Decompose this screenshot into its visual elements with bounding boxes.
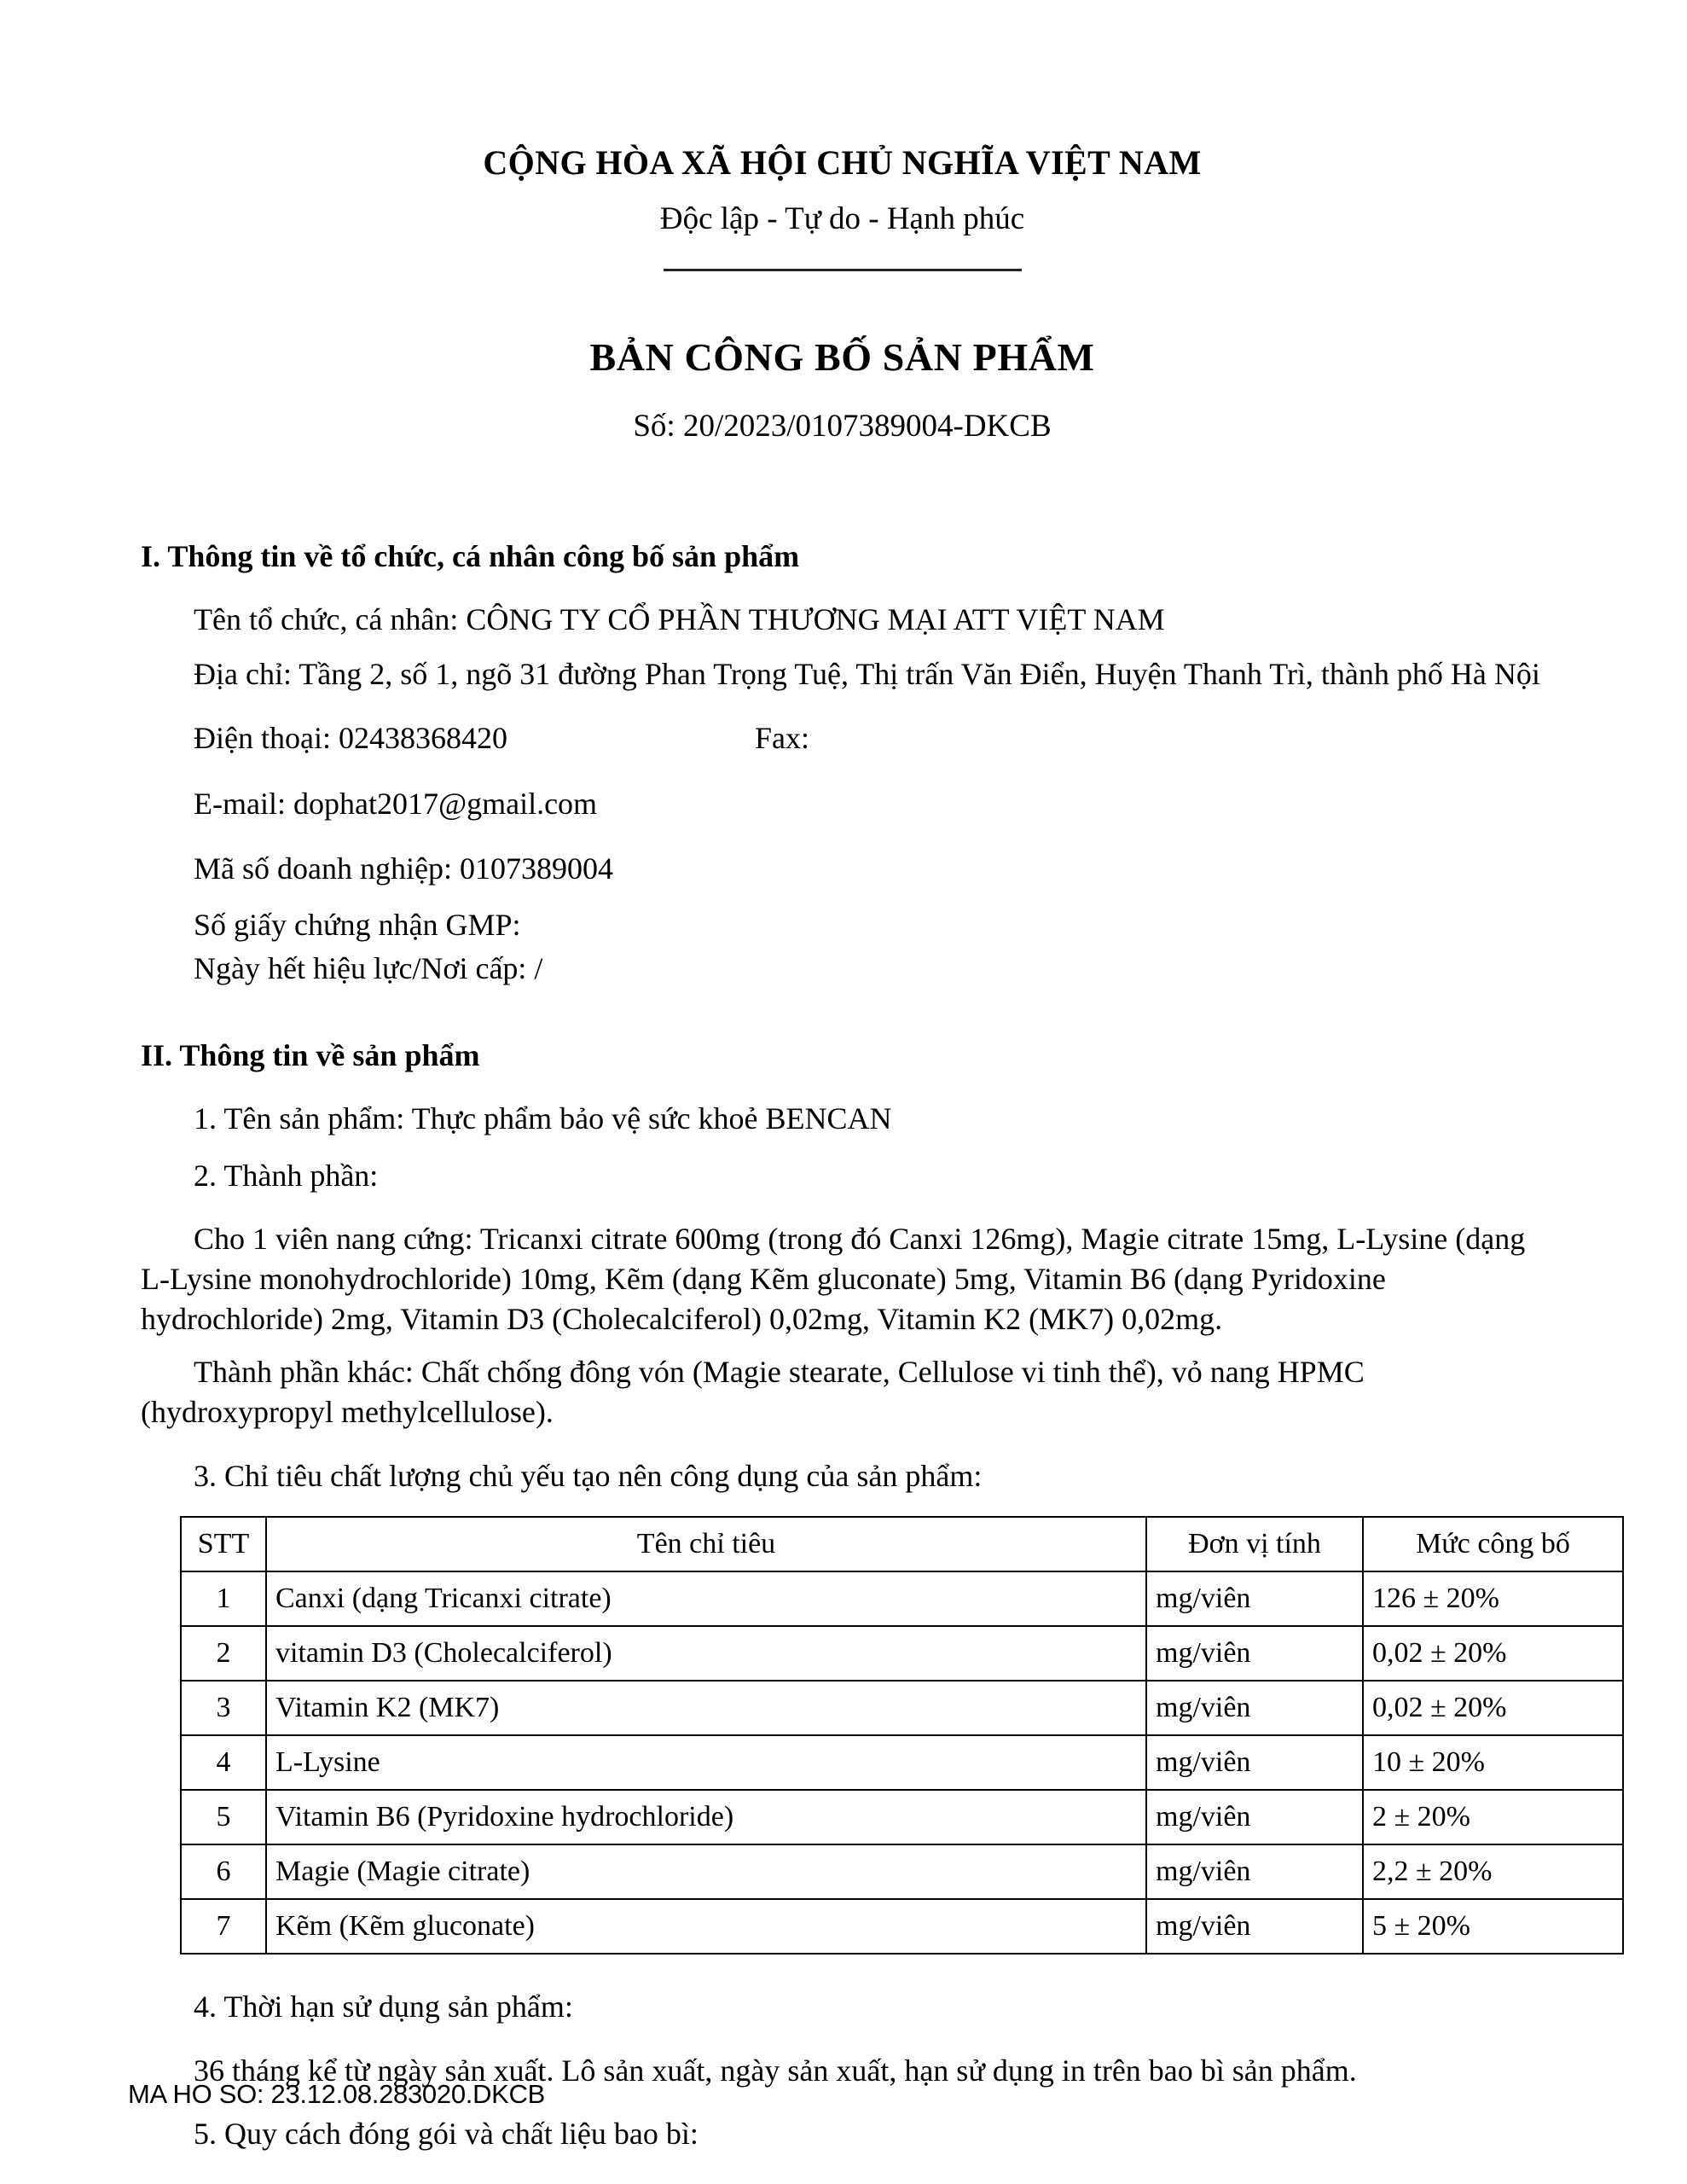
composition-details: Cho 1 viên nang cứng: Tricanxi citrate 600mg (trong đó Canxi 126mg), Magie citrate 15mg, L-Lysine (dạng L-Lysine monohydrochloride) 10mg, Kẽm (dạng Kẽm gluconate) 5mg, Vitamin B6 (dạng Pyridoxine hydrochloride) 2mg, Vitamin D3 (Cholecalciferol) 0,02mg, Vitamin K2 (MK7) 0,02mg.: [141, 1221, 1526, 1336]
cell-unit: mg/viên: [1146, 1899, 1363, 1954]
cell-level: 10 ± 20%: [1363, 1735, 1623, 1790]
cell-stt: 4: [181, 1735, 266, 1790]
expiry-and-issuing-place: Ngày hết hiệu lực/Nơi cấp: /: [194, 950, 543, 985]
cell-unit: mg/viên: [1146, 1735, 1363, 1790]
cell-unit: mg/viên: [1146, 1571, 1363, 1626]
table-row: [181, 1790, 1623, 1844]
shelf-life-details: 36 tháng kể từ ngày sản xuất. Lô sản xuất, ngày sản xuất, hạn sử dụng in trên bao bì sản phẩm.: [194, 2053, 1357, 2088]
table-row: [181, 1844, 1623, 1899]
table-header-row: [181, 1517, 1623, 1571]
cell-unit: mg/viên: [1146, 1626, 1363, 1681]
document-number: Số: 20/2023/0107389004-DKCB: [633, 409, 1052, 444]
cell-name: Vitamin B6 (Pyridoxine hydrochloride): [266, 1790, 1146, 1844]
section-1-heading: I. Thông tin về tổ chức, cá nhân công bố sản phẩm: [141, 538, 800, 573]
table-row: [181, 1899, 1623, 1954]
cell-level: 5 ± 20%: [1363, 1899, 1623, 1954]
document-content: [141, 0, 1570, 2156]
cell-unit: mg/viên: [1146, 1790, 1363, 1844]
file-code-footer: MA HO SO: 23.12.08.283020.DKCB: [128, 2079, 545, 2109]
table-row: [181, 1735, 1623, 1790]
table-row: [181, 1626, 1623, 1681]
packaging-label: 5. Quy cách đóng gói và chất liệu bao bì:: [194, 2117, 699, 2152]
composition-label: 2. Thành phần:: [194, 1158, 379, 1193]
national-title: CỘNG HÒA XÃ HỘI CHỦ NGHĨA VIỆT NAM: [483, 143, 1202, 182]
cell-name: Canxi (dạng Tricanxi citrate): [266, 1571, 1146, 1626]
email-address: E-mail: dophat2017@gmail.com: [194, 786, 598, 821]
page-title: BẢN CÔNG BỐ SẢN PHẨM: [589, 334, 1095, 379]
gmp-certificate-number: Số giấy chứng nhận GMP:: [194, 908, 521, 943]
column-header-name: Tên chỉ tiêu: [266, 1517, 1146, 1571]
section-2-heading: II. Thông tin về sản phẩm: [141, 1038, 480, 1073]
other-ingredients: Thành phần khác: Chất chống đông vón (Magie stearate, Cellulose vi tinh thể), vỏ nang HPMC (hydroxypropyl methylcellulose).: [141, 1355, 1365, 1430]
cell-name: Vitamin K2 (MK7): [266, 1681, 1146, 1735]
cell-stt: 1: [181, 1571, 266, 1626]
cell-stt: 3: [181, 1681, 266, 1735]
product-name: 1. Tên sản phẩm: Thực phẩm bảo vệ sức khoẻ BENCAN: [194, 1101, 892, 1136]
quality-criteria-label: 3. Chỉ tiêu chất lượng chủ yếu tạo nên công dụng của sản phẩm:: [194, 1458, 983, 1493]
organization-address: Địa chỉ: Tầng 2, số 1, ngõ 31 đường Phan Trọng Tuệ, Thị trấn Văn Điển, Huyện Thanh Trì, thành phố Hà Nội: [194, 657, 1540, 692]
cell-name: vitamin D3 (Cholecalciferol): [266, 1626, 1146, 1681]
column-header-unit: Đơn vị tính: [1146, 1517, 1363, 1571]
column-header-level: Mức công bố: [1363, 1517, 1623, 1571]
cell-level: 0,02 ± 20%: [1363, 1626, 1623, 1681]
cell-level: 2 ± 20%: [1363, 1790, 1623, 1844]
cell-stt: 2: [181, 1626, 266, 1681]
business-code: Mã số doanh nghiệp: 0107389004: [194, 851, 613, 886]
cell-level: 2,2 ± 20%: [1363, 1844, 1623, 1899]
cell-level: 0,02 ± 20%: [1363, 1681, 1623, 1735]
header-divider: [664, 269, 1022, 271]
quality-criteria-table: [180, 1516, 1624, 1955]
shelf-life-label: 4. Thời hạn sử dụng sản phẩm:: [194, 1989, 573, 2024]
cell-unit: mg/viên: [1146, 1681, 1363, 1735]
organization-name: Tên tổ chức, cá nhân: CÔNG TY CỔ PHẦN THƯƠNG MẠI ATT VIỆT NAM: [194, 601, 1165, 636]
table-row: [181, 1571, 1623, 1626]
national-motto: Độc lập - Tự do - Hạnh phúc: [659, 201, 1025, 236]
cell-stt: 6: [181, 1844, 266, 1899]
cell-name: L-Lysine: [266, 1735, 1146, 1790]
phone-number: Điện thoại: 02438368420: [194, 721, 507, 756]
document-header: [141, 0, 1544, 445]
cell-name: Magie (Magie citrate): [266, 1844, 1146, 1899]
cell-name: Kẽm (Kẽm gluconate): [266, 1899, 1146, 1954]
fax-number: Fax:: [754, 721, 809, 756]
cell-stt: 7: [181, 1899, 266, 1954]
table-row: [181, 1681, 1623, 1735]
cell-stt: 5: [181, 1790, 266, 1844]
cell-level: 126 ± 20%: [1363, 1571, 1623, 1626]
cell-unit: mg/viên: [1146, 1844, 1363, 1899]
column-header-stt: STT: [181, 1517, 266, 1571]
phone-fax-row: [141, 717, 1544, 759]
